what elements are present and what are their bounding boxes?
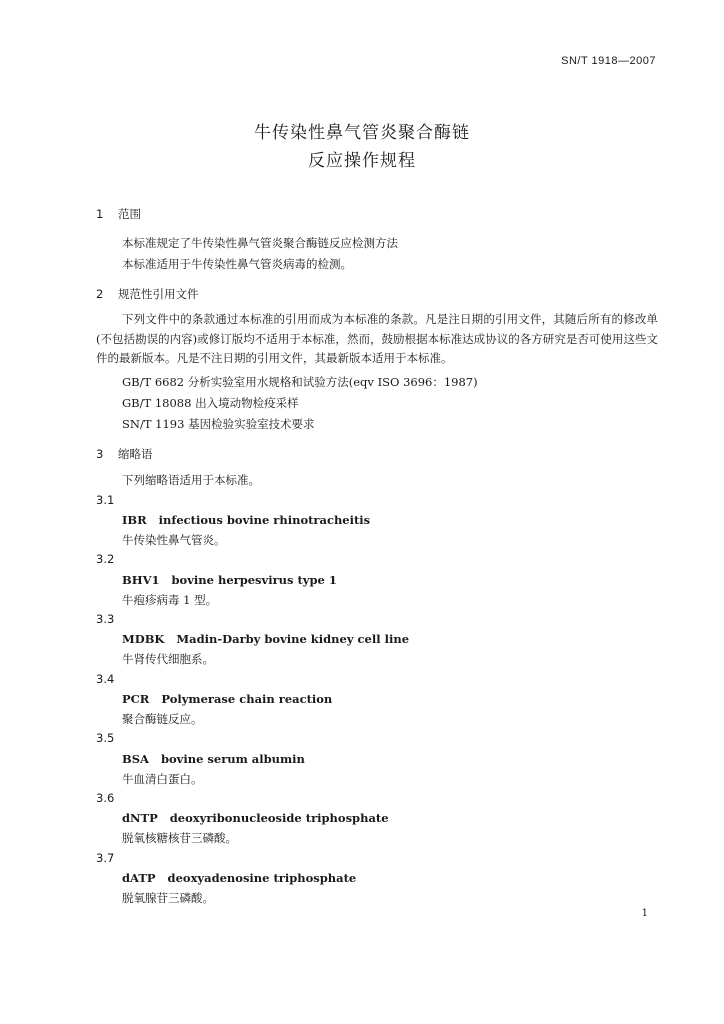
term-abbreviation: dNTP: [122, 811, 158, 825]
term-entry: [122, 752, 305, 766]
reference-item: GB/T 18088 出入境动物检疫采样: [122, 396, 299, 410]
section-title: 范围: [118, 207, 141, 221]
term-number: 3.3: [96, 612, 115, 626]
standard-code: SN/T 1918—2007: [561, 55, 656, 67]
section-title: 缩略语: [118, 447, 153, 461]
term-number: 3.1: [96, 493, 115, 507]
term-full-name: Polymerase chain reaction: [161, 692, 333, 706]
term-number: 3.4: [96, 672, 115, 686]
section-1-heading: [96, 206, 141, 222]
section-title: 规范性引用文件: [118, 287, 199, 301]
section-2-heading: [96, 286, 199, 302]
document-title-line2: 反应操作规程: [308, 151, 416, 171]
term-entry: [122, 692, 332, 706]
term-full-name: deoxyadenosine triphosphate: [167, 871, 357, 885]
term-entry: [122, 871, 356, 885]
term-entry: [122, 513, 370, 527]
term-full-name: Madin-Darby bovine kidney cell line: [176, 632, 410, 646]
term-number: 3.5: [96, 731, 115, 745]
section-3-intro: 下列缩略语适用于本标准。: [122, 473, 260, 487]
term-abbreviation: PCR: [122, 692, 150, 706]
term-definition: 脱氧腺苷三磷酸。: [122, 891, 214, 905]
term-number: 3.6: [96, 791, 115, 805]
term-definition: 聚合酶链反应。: [122, 712, 203, 726]
section-2-paragraph: 下列文件中的条款通过本标准的引用而成为本标准的条款。凡是注日期的引用文件，其随后所有的修改单(不包括勘误的内容)或修订版均不适用于本标准，然而，鼓励根据本标准达成协议的各方研究是否可使用这些文件的最新版本。凡是不注日期的引用文件，其最新版本适用于本标准。: [96, 312, 658, 365]
section-number: 3: [96, 447, 104, 461]
document-title-line1: 牛传染性鼻气管炎聚合酶链: [254, 123, 470, 143]
reference-item: GB/T 6682 分析实验室用水规格和试验方法(eqv ISO 3696：1987): [122, 375, 478, 389]
term-abbreviation: dATP: [122, 871, 156, 885]
term-full-name: infectious bovine rhinotracheitis: [158, 513, 371, 527]
section-3-heading: [96, 446, 153, 462]
term-definition: 牛肾传代细胞系。: [122, 652, 214, 666]
term-number: 3.2: [96, 552, 115, 566]
term-full-name: deoxyribonucleoside triphosphate: [169, 811, 389, 825]
term-abbreviation: BSA: [122, 752, 149, 766]
term-abbreviation: MDBK: [122, 632, 165, 646]
term-definition: 牛传染性鼻气管炎。: [122, 533, 226, 547]
term-abbreviation: BHV1: [122, 573, 160, 587]
section-1-paragraph-2: 本标准适用于牛传染性鼻气管炎病毒的检测。: [122, 257, 352, 271]
term-number: 3.7: [96, 851, 115, 865]
term-definition: 牛血清白蛋白。: [122, 772, 203, 786]
reference-item: SN/T 1193 基因检验实验室技术要求: [122, 417, 315, 431]
term-entry: [122, 811, 389, 825]
term-abbreviation: IBR: [122, 513, 147, 527]
section-number: 1: [96, 207, 104, 221]
section-number: 2: [96, 287, 104, 301]
term-definition: 牛疱疹病毒 1 型。: [122, 593, 218, 607]
term-entry: [122, 632, 409, 646]
page-number: 1: [641, 908, 648, 919]
section-1-paragraph-1: 本标准规定了牛传染性鼻气管炎聚合酶链反应检测方法: [122, 236, 398, 250]
term-entry: [122, 573, 337, 587]
term-full-name: bovine herpesvirus type 1: [171, 573, 337, 587]
term-full-name: bovine serum albumin: [160, 752, 305, 766]
term-definition: 脱氧核糖核苷三磷酸。: [122, 831, 237, 845]
